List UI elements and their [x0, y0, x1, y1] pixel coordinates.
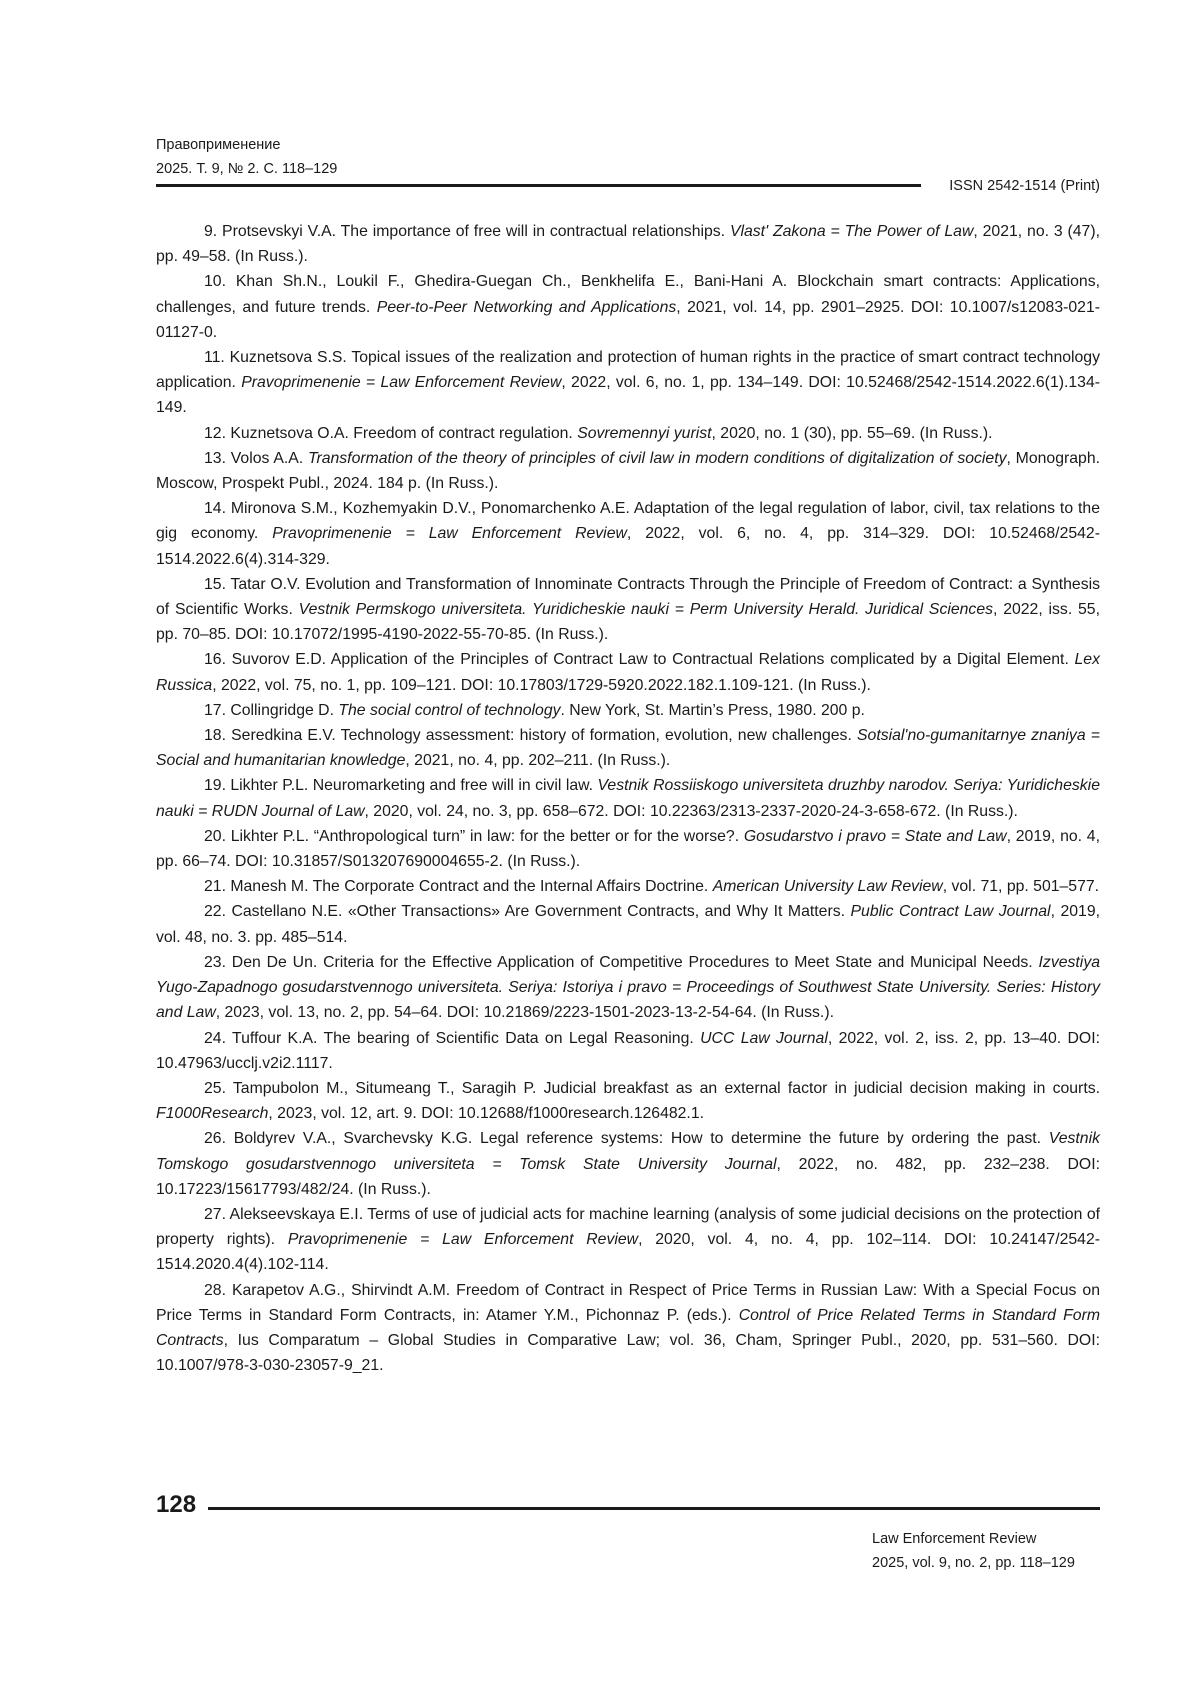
reference-item — [156, 647, 1100, 697]
reference-text: , 2021, no. 3 (47), pp. 49–58. (In Russ.). — [156, 223, 1100, 265]
reference-text: , 2023, vol. 13, no. 2, pp. 54–64. DOI: 10.21869/2223-1501-2023-13-2-54-64. (In Russ.). — [216, 1004, 834, 1021]
reference-text: 20. Likhter P.L. “Anthropological turn” in law: for the better or for the worse?. — [204, 828, 744, 845]
reference-item — [156, 269, 1100, 345]
running-header — [156, 133, 337, 181]
reference-item — [156, 874, 1100, 899]
reference-text: , Ius Comparatum – Global Studies in Comparative Law; vol. 36, Cham, Springer Publ., 2020, pp. 531–560. DOI: 10.1007/978-3-030-23057-9_21. — [156, 1332, 1100, 1374]
reference-item — [156, 824, 1100, 874]
reference-source: F1000Research — [156, 1105, 268, 1122]
reference-text: , 2019, vol. 48, no. 3. pp. 485–514. — [156, 903, 1100, 945]
reference-text: 24. Tuffour K.A. The bearing of Scientific Data on Legal Reasoning. — [204, 1030, 700, 1047]
reference-source: Lex Russica — [156, 651, 1100, 693]
reference-item — [156, 421, 1100, 446]
reference-source: Control of Price Related Terms in Standard Form Contracts — [156, 1307, 1100, 1349]
reference-source: Vlast' Zakona = The Power of Law — [730, 223, 973, 240]
reference-text: 19. Likhter P.L. Neuromarketing and free will in civil law. — [204, 777, 597, 794]
reference-item — [156, 496, 1100, 572]
reference-text: 12. Kuznetsova O.A. Freedom of contract regulation. — [204, 425, 577, 442]
reference-item — [156, 1076, 1100, 1126]
reference-text: , 2022, iss. 55, pp. 70–85. DOI: 10.17072/1995-4190-2022-55-70-85. (In Russ.). — [156, 601, 1100, 643]
reference-item — [156, 899, 1100, 949]
reference-text: , 2020, vol. 24, no. 3, pp. 658–672. DOI: 10.22363/2313-2337-2020-24-3-658-672. (In Russ.). — [365, 803, 1018, 820]
reference-source: Izvestiya Yugo-Zapadnogo gosudarstvennogo universiteta. Seriya: Istoriya i pravo = Proceedings of Southwest State University. Series: History and Law — [156, 954, 1100, 1021]
reference-text: , 2022, vol. 2, iss. 2, pp. 13–40. DOI: 10.47963/ucclj.v2i2.1117. — [156, 1030, 1100, 1072]
reference-item — [156, 1202, 1100, 1278]
reference-source: Sovremennyi yurist — [577, 425, 711, 442]
reference-item — [156, 1026, 1100, 1076]
reference-text: 25. Tampubolon M., Situmeang T., Saragih P. Judicial breakfast as an external factor in judicial decision making in courts. — [204, 1080, 1100, 1097]
reference-text: 10. Khan Sh.N., Loukil F., Ghedira-Guegan Ch., Benkhelifa E., Bani-Hani A. Blockchain smart contracts: Applications, challenges, and future trends. — [156, 273, 1100, 315]
reference-text: , Monograph. Moscow, Prospekt Publ., 2024. 184 p. (In Russ.). — [156, 450, 1100, 492]
reference-text: , 2023, vol. 12, art. 9. DOI: 10.12688/f1000research.126482.1. — [268, 1105, 704, 1122]
reference-source: Pravoprimenenie = Law Enforcement Review — [288, 1231, 638, 1248]
issue-info-en: 2025, vol. 9, no. 2, pp. 118–129 — [872, 1551, 1075, 1575]
reference-text: , 2021, vol. 14, pp. 2901–2925. DOI: 10.1007/s12083-021-01127-0. — [156, 299, 1100, 341]
reference-text: , 2022, vol. 6, no. 1, pp. 134–149. DOI: 10.52468/2542-1514.2022.6(1).134-149. — [156, 374, 1100, 416]
reference-text: 11. Kuznetsova S.S. Topical issues of the realization and protection of human rights in the practice of smart contract technology application. — [156, 349, 1100, 391]
reference-text: 15. Tatar O.V. Evolution and Transformation of Innominate Contracts Through the Principle of Freedom of Contract: a Synthesis of Scientific Works. — [156, 576, 1100, 618]
reference-source: American University Law Review — [713, 878, 943, 895]
reference-source: Gosudarstvo i pravo = State and Law — [744, 828, 1007, 845]
page-number: 128 — [156, 1491, 196, 1519]
reference-text: 18. Seredkina E.V. Technology assessment: history of formation, evolution, new challenges. — [204, 727, 857, 744]
journal-title-ru: Правоприменение — [156, 133, 337, 157]
reference-text: 23. Den De Un. Criteria for the Effective Application of Competitive Procedures to Meet State and Municipal Needs. — [204, 954, 1039, 971]
reference-item — [156, 698, 1100, 723]
reference-source: UCC Law Journal — [700, 1030, 828, 1047]
issn-label: ISSN 2542-1514 (Print) — [949, 178, 1100, 194]
reference-text: , vol. 71, pp. 501–577. — [943, 878, 1099, 895]
running-footer — [872, 1527, 1075, 1575]
reference-item — [156, 446, 1100, 496]
reference-text: , 2021, no. 4, pp. 202–211. (In Russ.). — [405, 752, 670, 769]
reference-text: , 2019, no. 4, pp. 66–74. DOI: 10.31857/S013207690004655-2. (In Russ.). — [156, 828, 1100, 870]
reference-text: 13. Volos A.A. — [204, 450, 308, 467]
reference-text: 16. Suvorov E.D. Application of the Principles of Contract Law to Contractual Relations complicated by a Digital Element. — [204, 651, 1075, 668]
reference-source: Vestnik Tomskogo gosudarstvennogo universiteta = Tomsk State University Journal — [156, 1130, 1100, 1172]
reference-text: 17. Collingridge D. — [204, 702, 338, 719]
issue-info-ru: 2025. Т. 9, № 2. С. 118–129 — [156, 157, 337, 181]
reference-item — [156, 572, 1100, 648]
reference-text: , 2022, vol. 75, no. 1, pp. 109–121. DOI: 10.17803/1729-5920.2022.182.1.109-121. (In Russ.). — [212, 677, 871, 694]
reference-item — [156, 723, 1100, 773]
reference-text: 14. Mironova S.M., Kozhemyakin D.V., Ponomarchenko A.E. Adaptation of the legal regulation of labor, civil, tax relations to the gig economy. — [156, 500, 1100, 542]
reference-text: 21. Manesh M. The Corporate Contract and the Internal Affairs Doctrine. — [204, 878, 713, 895]
reference-source: Pravoprimenenie = Law Enforcement Review — [241, 374, 561, 391]
reference-item — [156, 219, 1100, 269]
reference-source: Vestnik Permskogo universiteta. Yuridicheskie nauki = Perm University Herald. Juridical Sciences — [299, 601, 993, 618]
reference-source: Peer-to-Peer Networking and Applications — [377, 299, 676, 316]
reference-item — [156, 1278, 1100, 1379]
reference-text: 9. Protsevskyi V.A. The importance of free will in contractual relationships. — [204, 223, 730, 240]
reference-source: Vestnik Rossiiskogo universiteta druzhby narodov. Seriya: Yuridicheskie nauki = RUDN Journal of Law — [156, 777, 1100, 819]
reference-item — [156, 773, 1100, 823]
reference-text: . New York, St. Martin’s Press, 1980. 200 p. — [561, 702, 865, 719]
header-rule — [156, 184, 921, 187]
reference-text: , 2022, vol. 6, no. 4, pp. 314–329. DOI: 10.52468/2542-1514.2022.6(4).314-329. — [156, 525, 1100, 567]
reference-text: 27. Alekseevskaya E.I. Terms of use of judicial acts for machine learning (analysis of some judicial decisions on the protection of property rights). — [156, 1206, 1100, 1248]
reference-text: , 2020, no. 1 (30), pp. 55–69. (In Russ.). — [712, 425, 993, 442]
reference-text: , 2022, no. 482, pp. 232–238. DOI: 10.17223/15617793/482/24. (In Russ.). — [156, 1156, 1100, 1198]
reference-text: , 2020, vol. 4, no. 4, pp. 102–114. DOI: 10.24147/2542-1514.2020.4(4).102-114. — [156, 1231, 1100, 1273]
journal-title-en: Law Enforcement Review — [872, 1527, 1075, 1551]
reference-text: 28. Karapetov A.G., Shirvindt A.M. Freedom of Contract in Respect of Price Terms in Russian Law: With a Special Focus on Price Terms in Standard Form Contracts, in: Atamer Y.M., Pichonnaz P. (eds.). — [156, 1282, 1100, 1324]
reference-text: 26. Boldyrev V.A., Svarchevsky K.G. Legal reference systems: How to determine the future by ordering the past. — [204, 1130, 1049, 1147]
reference-source: Public Contract Law Journal — [851, 903, 1051, 920]
reference-source: Sotsial'no-gumanitarnye znaniya = Social and humanitarian knowledge — [156, 727, 1100, 769]
reference-item — [156, 950, 1100, 1026]
reference-item — [156, 345, 1100, 421]
reference-list — [156, 219, 1100, 1378]
reference-text: 22. Castellano N.E. «Other Transactions» Are Government Contracts, and Why It Matters. — [204, 903, 851, 920]
reference-item — [156, 1126, 1100, 1202]
footer-rule — [208, 1507, 1100, 1510]
reference-source: Pravoprimenenie = Law Enforcement Review — [272, 525, 627, 542]
reference-source: The social control of technology — [338, 702, 560, 719]
reference-source: Transformation of the theory of principles of civil law in modern conditions of digitalization of society — [308, 450, 1007, 467]
